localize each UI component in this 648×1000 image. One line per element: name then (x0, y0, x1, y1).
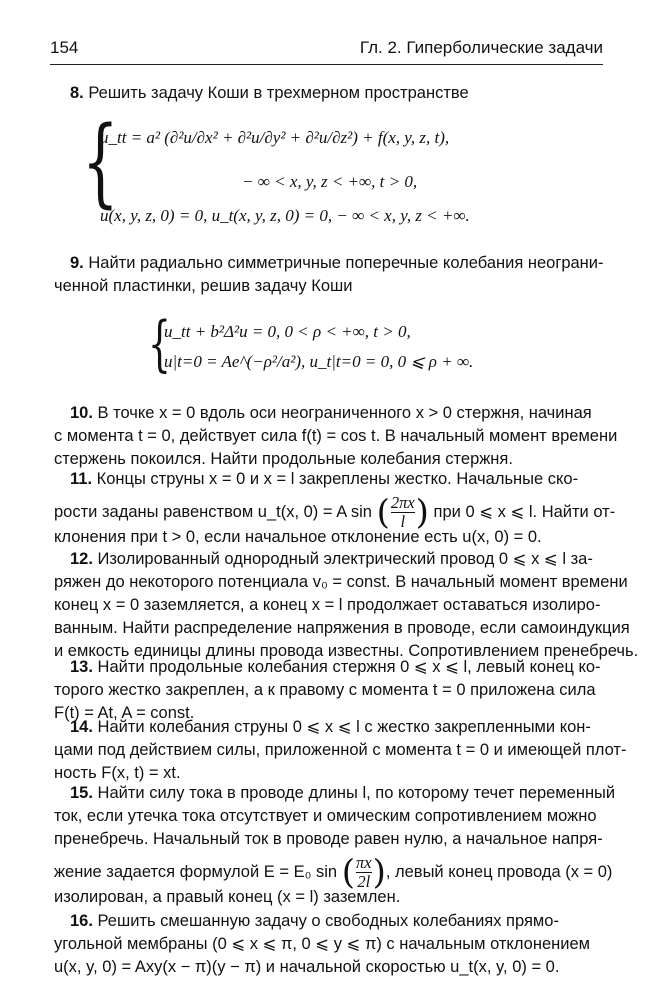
problem-10-number: 10. (70, 404, 93, 422)
text-line: при 0 ⩽ x ⩽ l. Найти от- (433, 502, 616, 521)
equation-line: u(x, y, z, 0) = 0, u_t(x, y, z, 0) = 0, − ∞ < x, y, z < +∞. (100, 206, 470, 225)
text-line: Найти колебания струны 0 ⩽ x ⩽ l с жестко закрепленными кон- (97, 718, 591, 736)
text-line: F(t) = At, A = const. (54, 704, 195, 722)
problem-9-number: 9. (70, 254, 84, 272)
text-line: стержень покоился. Найти продольные колебания стержня. (54, 450, 513, 468)
text-line: изолирован, а правый конец (x = l) заземлен. (54, 888, 401, 906)
text-line: Изолированный однородный электрический провод 0 ⩽ x ⩽ l за- (97, 550, 593, 568)
text-line: рости заданы равенством u_t(x, 0) = A sin (54, 502, 372, 521)
text-line: ванным. Найти распределение напряжения в проводе, если самоиндукция (54, 619, 630, 637)
text-line: Решить смешанную задачу о свободных колебаниях прямо- (97, 912, 559, 930)
text-line: торого жестко закреплен, а к правому с момента t = 0 приложена сила (54, 681, 596, 699)
text-line: ток, если утечка тока отсутствует и омическим сопротивлением можно (54, 807, 597, 825)
left-brace: { (148, 309, 171, 379)
text-line: u(x, y, 0) = Axy(x − π)(y − π) и начальной скоростью u_t(x, y, 0) = 0. (54, 958, 560, 976)
text-line: угольной мембраны (0 ⩽ x ⩽ π, 0 ⩽ y ⩽ π) с начальным отклонением (54, 935, 590, 953)
text-line: Найти силу тока в проводе длины l, по которому течет переменный (97, 784, 616, 802)
text-line: Найти продольные колебания стержня 0 ⩽ x ⩽ l, левый конец ко- (97, 658, 601, 676)
text-line: конец x = 0 заземляется, а конец x = l продолжает оставаться изолиро- (54, 596, 601, 614)
left-brace: { (82, 106, 119, 218)
text-line: цами под действием силы, приложенной с момента t = 0 и имеющей плот- (54, 741, 627, 759)
problem-8 (70, 82, 608, 105)
problem-16-number: 16. (70, 912, 93, 930)
equation-line: u|t=0 = Ae^(−ρ²/a²), u_t|t=0 = 0, 0 ⩽ ρ + ∞. (164, 352, 474, 371)
text-line: ность F(x, t) = xt. (54, 764, 181, 782)
text-line: и емкость единицы длины провода известны. Сопротивлением пренебречь. (54, 642, 639, 660)
text-line: ряжен до некоторого потенциала v₀ = const. В начальный момент времени (54, 573, 628, 591)
equation-line: − ∞ < x, y, z < +∞, t > 0, (242, 172, 418, 191)
text-line: пренебречь. Начальный ток в проводе равен нулю, а начальное напря- (54, 830, 603, 848)
text-line: Найти радиально симметричные поперечные колебания неограни- (88, 254, 604, 272)
problem-8-number: 8. (70, 84, 84, 102)
problem-14-number: 14. (70, 718, 93, 736)
equation-line: u_tt = a² (∂²u/∂x² + ∂²u/∂y² + ∂²u/∂z²) + f(x, y, z, t), (100, 128, 450, 147)
fraction: $\frac{2\pi x}{l}$ (390, 493, 415, 531)
problem-12-number: 12. (70, 550, 93, 568)
text-line: Концы струны x = 0 и x = l закреплены жестко. Начальные ско- (96, 470, 579, 488)
text-line: с момента t = 0, действует сила f(t) = cos t. В начальный момент времени (54, 427, 618, 445)
equation-line: u_tt + b²Δ²u = 0, 0 < ρ < +∞, t > 0, (164, 322, 411, 341)
header-rule (50, 64, 603, 65)
problem-8-text: Решить задачу Коши в трехмерном пространстве (88, 84, 469, 102)
text-line: В точке x = 0 вдоль оси неограниченного x > 0 стержня, начиная (97, 404, 592, 422)
page-number: 154 (50, 38, 79, 57)
chapter-title: Гл. 2. Гиперболические задачи (359, 38, 603, 57)
problem-13-number: 13. (70, 658, 93, 676)
fraction: $\frac{\pi x}{2l}$ (355, 853, 372, 891)
running-header (50, 34, 603, 64)
problem-15-number: 15. (70, 784, 93, 802)
text-line: жение задается формулой E = E₀ sin (54, 862, 338, 881)
problem-11-number: 11. (70, 470, 93, 488)
text-line: клонения при t > 0, если начальное отклонение есть u(x, 0) = 0. (54, 528, 542, 546)
book-page: 154 Гл. 2. Гиперболические задачи 8. Решить задачу Коши в трехмерном пространстве { u_tt = a² (∂²u/∂x² + ∂²u/∂y² + ∂²u/∂z²) + f(x, y, z, t), − ∞ < x, y, z < +∞, t > 0, u(x, y, z, 0) = 0, u_t(x, y, z, 0) = 0, − ∞ < x, y, z < +∞. 9. Найти радиально симметричные поперечные колебания неограни- ченной пластинки, решив задачу Коши { u_tt + b²Δ²u = 0, 0 < ρ < +∞, t > 0, u|t=0 = Ae^(−ρ²/a²), u_t|t=0 = 0, 0 ⩽ ρ + ∞. 10. В точке x = 0 вдоль оси неограниченного x > 0 стержня, начиная с момента t = 0, действует сила f(t) = cos t. В начальный момент времени стержень покоился. Найти продольные колебания стержня. 11. Концы струны x = 0 и x = l закреплены жестко. Начальные ско- рости заданы равенством u_t(x, 0) = A sin ( $\frac{2\pi x}{l}$ ) при 0 ⩽ x ⩽ l. Найти от- клонения при t > 0, если начальное отклонение есть u(x, 0) = 0. 12. Изолированный однородный электрический провод 0 ⩽ x ⩽ l за- ряжен до некоторого потенциала v₀ = const. В начальный момент времени конец x = 0 заземляется, а конец x = l продолжает оставаться изолиро- ванным. Найти распределение напряжения в проводе, если самоиндукция и емкость единицы длины провода известны. Сопротивлением пренебречь. 13. Найти продольные колебания стержня 0 ⩽ x ⩽ l, левый конец ко- торого жестко закреплен, а к правому с момента t = 0 приложена сила F(t) = At, A = const. 14. Найти колебания струны 0 ⩽ x ⩽ l с жестко закрепленными кон- цами под действием силы, приложенной с момента t = 0 и имеющей плот- ность F(x, t) = xt. 15. Найти силу тока в проводе длины l, по которому течет переменный ток, если утечка тока отсутствует и омическим сопротивлением можно пренебречь. Начальный ток в проводе равен нулю, а начальное напря- жение задается формулой E = E₀ sin ( $\frac{\pi x}{2l}$ ), левый конец провода (x = 0) изолирован, а правый конец (x = l) заземлен. 16. Решить смешанную задачу о свободных колебаниях прямо- угольной мембраны (0 ⩽ x ⩽ π, 0 ⩽ y ⩽ π) с начальным отклонением u(x, y, 0) = Axy(x − π)(y − π) и начальной скоростью u_t(x, y, 0) = 0. (0, 0, 648, 1000)
text-line: ченной пластинки, решив задачу Коши (54, 277, 353, 295)
text-line: , левый конец провода (x = 0) (385, 862, 613, 881)
